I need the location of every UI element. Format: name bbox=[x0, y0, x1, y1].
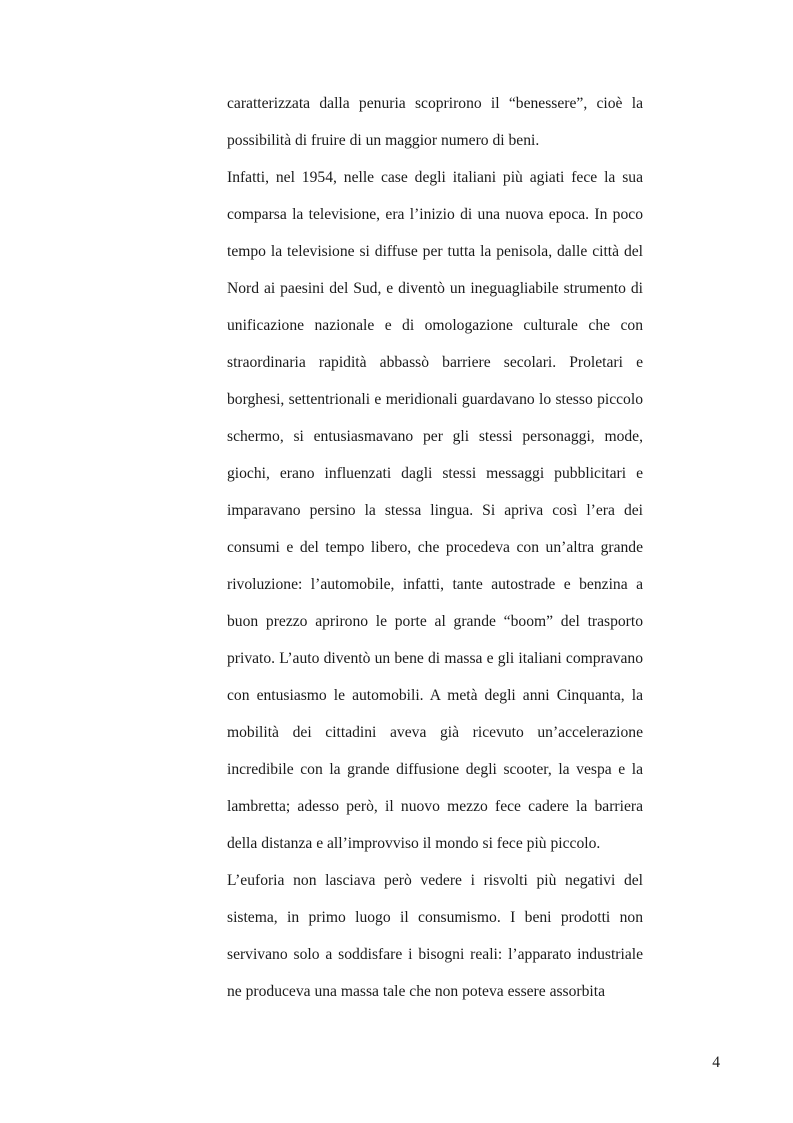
page-number: 4 bbox=[712, 1054, 720, 1071]
paragraph-2: Infatti, nel 1954, nelle case degli italiani più agiati fece la sua comparsa la televisione, era l’inizio di una nuova epoca. In poco tempo la televisione si diffuse per tutta la penisola, dalle città del Nord ai paesini del Sud, e diventò un ineguagliabile strumento di unificazione nazionale e di omologazione culturale che con straordinaria rapidità abbassò barriere secolari. Proletari e borghesi, settentrionali e meridionali guardavano lo stesso piccolo schermo, si entusiasmavano per gli stessi personaggi, mode, giochi, erano influenzati dagli stessi messaggi pubblicitari e imparavano persino la stessa lingua. Si apriva così l’era dei consumi e del tempo libero, che procedeva con un’altra grande rivoluzione: l’automobile, infatti, tante autostrade e benzina a buon prezzo aprirono le porte al grande “boom” del trasporto privato. L’auto diventò un bene di massa e gli italiani compravano con entusiasmo le automobili. A metà degli anni Cinquanta, la mobilità dei cittadini aveva già ricevuto un’accelerazione incredibile con la grande diffusione degli scooter, la vespa e la lambretta; adesso però, il nuovo mezzo fece cadere la barriera della distanza e all’improvviso il mondo si fece più piccolo. bbox=[227, 169, 643, 852]
paragraph-3: L’euforia non lasciava però vedere i risvolti più negativi del sistema, in primo luogo il consumismo. I beni prodotti non servivano solo a soddisfare i bisogni reali: l’apparato industriale ne produceva una massa tale che non poteva essere assorbita bbox=[227, 872, 643, 1000]
body-text bbox=[227, 85, 643, 1010]
paragraph-1: caratterizzata dalla penuria scoprirono il “benessere”, cioè la possibilità di fruire di un maggior numero di beni. bbox=[227, 95, 643, 149]
